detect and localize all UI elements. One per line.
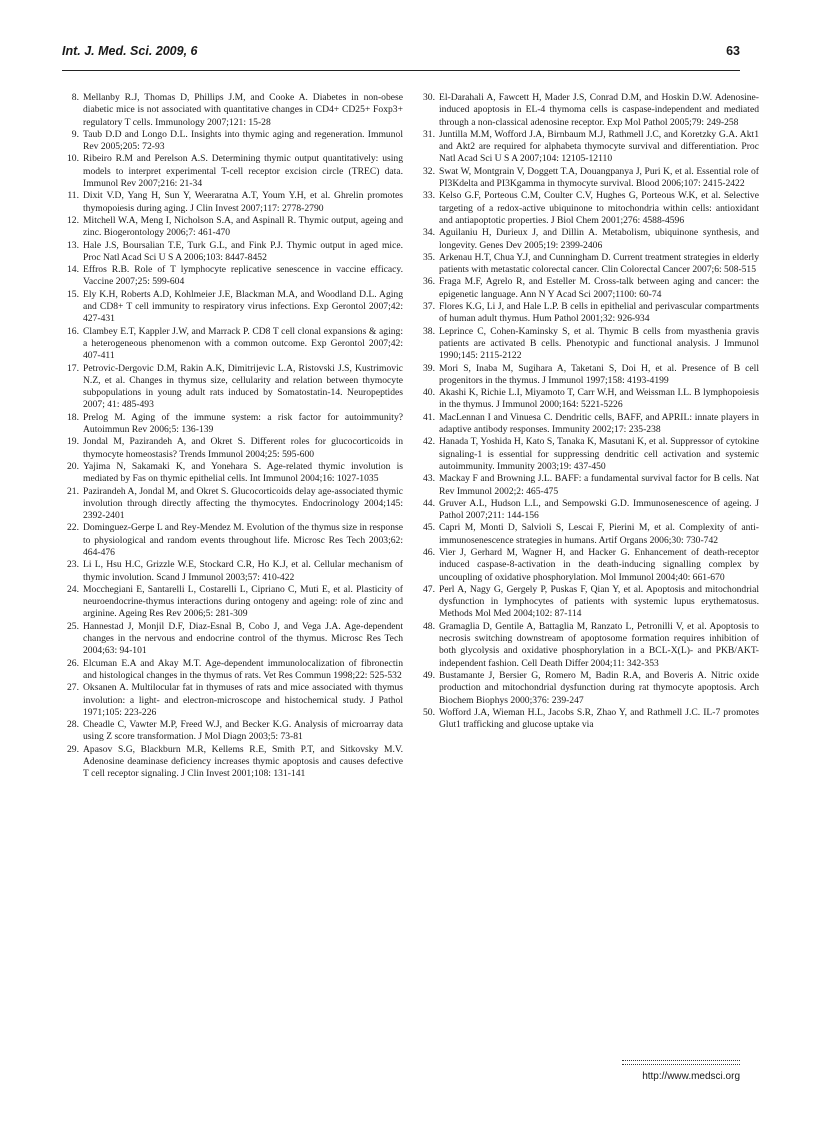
reference-number: 9. — [71, 128, 79, 140]
reference-number: 14. — [67, 264, 79, 276]
reference-list-right — [418, 92, 759, 731]
reference-number: 46. — [423, 546, 435, 558]
reference-item — [418, 387, 759, 412]
reference-text: Li L, Hsu H.C, Grizzle W.E, Stockard C.R, Ho K.J, et al. Cellular mechanism of thymic involution. Scand J Immunol 2003;57: 410-422 — [83, 559, 403, 583]
footer-url[interactable]: http://www.medsci.org — [642, 1071, 740, 1082]
reference-text: Prelog M. Aging of the immune system: a risk factor for autoimmunity? Autoimmun Rev 2006;5: 136-139 — [83, 411, 403, 436]
reference-item — [62, 682, 403, 719]
reference-text: Effros R.B. Role of T lymphocyte replicative senescence in vaccine efficacy. Vaccine 2007;25: 599-604 — [83, 264, 403, 288]
reference-number: 37. — [423, 301, 435, 313]
reference-item — [418, 252, 759, 277]
reference-text: Capri M, Monti D, Salvioli S, Lescai F, Pierini M, et al. Complexity of anti-immunosenescence strategies in humans. Artif Organs 2006;30: 730-742 — [439, 522, 759, 546]
reference-number: 16. — [67, 325, 79, 337]
reference-item — [418, 412, 759, 437]
reference-text: Arkenau H.T, Chua Y.J, and Cunningham D. Current treatment strategies in elderly patients with metastatic colorectal cancer. Clin Colorectal Cancer 2007;6: 508-515 — [439, 251, 759, 276]
reference-text: Vier J, Gerhard M, Wagner H, and Hacker G. Enhancement of death-receptor induced caspase-8-activation in the death-inducing signalling complex by uncoupling of oxidative phosphorylation. Mol Immunol 2004;40: 661-670 — [439, 546, 759, 583]
reference-number: 8. — [71, 92, 79, 103]
reference-text: Cheadle C, Vawter M.P, Freed W.J, and Becker K.G. Analysis of microarray data using Z score transformation. J Mol Diagn 2003;5: 73-81 — [83, 719, 403, 743]
reference-number: 24. — [67, 583, 79, 595]
reference-number: 35. — [423, 251, 435, 263]
reference-item — [62, 436, 403, 461]
reference-number: 17. — [67, 362, 79, 374]
references-right-column — [418, 92, 759, 731]
reference-list-left — [62, 92, 403, 781]
reference-number: 49. — [423, 669, 435, 681]
reference-number: 41. — [423, 411, 435, 423]
reference-text: Mellanby R.J, Thomas D, Phillips J.M, and Cooke A. Diabetes in non-obese diabetic mice is not associated with quantitative changes in CD4+ CD25+ Foxp3+ regulatory T cells. Immunology 2007;121: 15-28 — [83, 92, 403, 128]
reference-text: Elcuman E.A and Akay M.T. Age-dependent immunolocalization of fibronectin and histological changes in the thymus of rats. Vet Res Commun 1998;22: 525-532 — [83, 657, 403, 681]
reference-number: 10. — [67, 153, 79, 165]
reference-item — [418, 707, 759, 732]
reference-text: Clambey E.T, Kappler J.W, and Marrack P. CD8 T cell clonal expansions & aging: a heterogeneous phenomenon with a common outcome. Exp Gerontol 2007;42: 407-411 — [83, 325, 403, 362]
journal-citation: Int. J. Med. Sci. 2009, 6 — [62, 44, 198, 58]
reference-number: 29. — [67, 743, 79, 755]
reference-number: 22. — [67, 522, 79, 534]
reference-text: Fraga M.F, Agrelo R, and Esteller M. Cross-talk between aging and cancer: the epigenetic language. Ann N Y Acad Sci 2007;1100: 60-74 — [439, 276, 759, 300]
reference-text: Mitchell W.A, Meng I, Nicholson S.A, and Aspinall R. Thymic output, ageing and zinc. Biogerontology 2006;7: 461-470 — [83, 214, 403, 239]
reference-item — [418, 92, 759, 129]
reference-number: 31. — [423, 128, 435, 140]
header-rule — [62, 70, 740, 71]
reference-number: 34. — [423, 227, 435, 239]
reference-text: Petrovic-Dergovic D.M, Rakin A.K, Dimitrijevic L.A, Ristovski J.S, Kustrimovic N.Z, et al. Changes in thymus size, cellularity and relation between thymocyte subpopulations in young adult rats induced by Somatostatin-14. Neuropeptides 2007; 41: 485-493 — [83, 362, 403, 411]
reference-text: Jondal M, Pazirandeh A, and Okret S. Different roles for glucocorticoids in thymocyte homeostasis? Trends Immunol 2004;25: 595-600 — [83, 436, 403, 460]
reference-text: Oksanen A. Multilocular fat in thymuses of rats and mice associated with thymus involution: a light- and electron-microscope and histochemical study. J Pathol 1971;105: 223-226 — [83, 682, 403, 718]
reference-item — [62, 522, 403, 559]
reference-number: 27. — [67, 682, 79, 694]
reference-text: Yajima N, Sakamaki K, and Yonehara S. Age-related thymic involution is mediated by Fas on thymic epithelial cells. Int Immunol 2004;16: 1027-1035 — [83, 460, 403, 485]
reference-number: 18. — [67, 411, 79, 423]
reference-item — [418, 190, 759, 227]
reference-item — [418, 301, 759, 326]
reference-text: Taub D.D and Longo D.L. Insights into thymic aging and regeneration. Immunol Rev 2005;205: 72-93 — [83, 128, 403, 153]
reference-number: 43. — [423, 473, 435, 485]
reference-text: Swat W, Montgrain V, Doggett T.A, Douangpanya J, Puri K, et al. Essential role of PI3Kdelta and PI3Kgamma in thymocyte survival. Blood 2006;107: 2415-2422 — [439, 165, 759, 190]
reference-item — [418, 584, 759, 621]
reference-number: 23. — [67, 559, 79, 571]
reference-item — [62, 326, 403, 363]
reference-item — [62, 486, 403, 523]
reference-number: 36. — [423, 276, 435, 288]
reference-item — [62, 461, 403, 486]
reference-number: 42. — [423, 436, 435, 448]
reference-text: Apasov S.G, Blackburn M.R, Kellems R.E, Smith P.T, and Sitkovsky M.V. Adenosine deaminase deficiency increases thymic apoptosis and causes defective T cell receptor signaling. J Clin Invest 2001;108: 131-141 — [83, 743, 403, 780]
reference-text: Gramaglia D, Gentile A, Battaglia M, Ranzato L, Petronilli V, et al. Apoptosis to necrosis switching downstream of apoptosome formation requires inhibition of both glycolysis and oxidative phosphorylation in a BCL-X(L)- and PKB/AKT-independent fashion. Cell Death Differ 2004;11: 342-353 — [439, 620, 759, 669]
reference-item — [62, 129, 403, 154]
reference-item — [418, 326, 759, 363]
reference-text: El-Darahali A, Fawcett H, Mader J.S, Conrad D.M, and Hoskin D.W. Adenosine-induced apoptosis in EL-4 thymoma cells is caspase-independent and mediated through a non-classical adenosine receptor. Exp Mol Pathol 2005;79: 249-258 — [439, 92, 759, 128]
reference-text: Akashi K, Richie L.I, Miyamoto T, Carr W.H, and Weissman I.L. B lymphopoiesis in the thymus. J Immunol 2000;164: 5221-5226 — [439, 387, 759, 411]
reference-item — [418, 363, 759, 388]
reference-item — [62, 92, 403, 129]
reference-item — [62, 264, 403, 289]
reference-item — [62, 744, 403, 781]
reference-item — [418, 166, 759, 191]
reference-text: Aguilaniu H, Durieux J, and Dillin A. Metabolism, ubiquinone synthesis, and longevity. Genes Dev 2005;19: 2399-2406 — [439, 227, 759, 251]
reference-text: Flores K.G, Li J, and Hale L.P. B cells in epithelial and perivascular compartments of human adult thymus. Hum Pathol 2001;32: 926-934 — [439, 301, 759, 325]
reference-text: Mori S, Inaba M, Sugihara A, Taketani S, Doi H, et al. Presence of B cell progenitors in the thymus. J Immunol 1997;158: 4193-4199 — [439, 362, 759, 386]
reference-number: 15. — [67, 288, 79, 300]
reference-number: 32. — [423, 165, 435, 177]
reference-text: Perl A, Nagy G, Gergely P, Puskas F, Qian Y, et al. Apoptosis and mitochondrial dysfunction in lymphocytes of patients with systemic lupus erythematosus. Methods Mol Med 2004;102: 87-114 — [439, 583, 759, 620]
footer-rule — [622, 1060, 740, 1065]
reference-text: MacLennan I and Vinuesa C. Dendritic cells, BAFF, and APRIL: innate players in adaptive antibody responses. Immunity 2002;17: 235-238 — [439, 411, 759, 436]
reference-item — [62, 412, 403, 437]
reference-number: 19. — [67, 436, 79, 448]
reference-number: 12. — [67, 214, 79, 226]
reference-item — [418, 621, 759, 670]
reference-item — [62, 584, 403, 621]
reference-item — [418, 129, 759, 166]
reference-item — [62, 215, 403, 240]
reference-number: 44. — [423, 497, 435, 509]
reference-text: Hannestad J, Monjil D.F, Diaz-Esnal B, Cobo J, and Vega J.A. Age-dependent changes in the nervous and endocrine control of the thymus. Microsc Res Tech 2004;63: 94-101 — [83, 620, 403, 657]
reference-item — [62, 240, 403, 265]
reference-item — [62, 363, 403, 412]
reference-number: 33. — [423, 190, 435, 202]
reference-item — [62, 289, 403, 326]
reference-item — [418, 670, 759, 707]
reference-number: 26. — [67, 657, 79, 669]
reference-text: Mackay F and Browning J.L. BAFF: a fundamental survival factor for B cells. Nat Rev Immunol 2002;2: 465-475 — [439, 473, 759, 497]
reference-number: 47. — [423, 583, 435, 595]
references-left-column — [62, 92, 403, 781]
reference-text: Dixit V.D, Yang H, Sun Y, Weeraratna A.T, Youm Y.H, et al. Ghrelin promotes thymopoiesis during aging. J Clin Invest 2007;117: 2778-2790 — [83, 190, 403, 214]
reference-text: Dominguez-Gerpe L and Rey-Mendez M. Evolution of the thymus size in response to physiological and random events throughout life. Microsc Res Tech 2003;62: 464-476 — [83, 522, 403, 558]
page-header — [62, 44, 740, 66]
page-number: 63 — [726, 44, 740, 58]
reference-number: 38. — [423, 325, 435, 337]
reference-item — [418, 276, 759, 301]
reference-text: Wofford J.A, Wieman H.L, Jacobs S.R, Zhao Y, and Rathmell J.C. IL-7 promotes Glut1 trafficking and glucose uptake via — [439, 706, 759, 731]
reference-item — [418, 522, 759, 547]
reference-number: 45. — [423, 522, 435, 534]
reference-item — [418, 547, 759, 584]
reference-item — [62, 658, 403, 683]
reference-number: 50. — [423, 706, 435, 718]
reference-number: 21. — [67, 485, 79, 497]
reference-number: 25. — [67, 620, 79, 632]
reference-item — [62, 621, 403, 658]
reference-text: Juntilla M.M, Wofford J.A, Birnbaum M.J, Rathmell J.C, and Koretzky G.A. Akt1 and Akt2 are required for alphabeta thymocyte survival and differentiation. Proc Natl Acad Sci U S A 2007;104: 12105-12110 — [439, 128, 759, 165]
reference-text: Leprince C, Cohen-Kaminsky S, et al. Thymic B cells from myasthenia gravis patients are activated B cells. Phenotypic and functional analysis. J Immunol 1990;145: 2115-2122 — [439, 325, 759, 362]
reference-number: 30. — [423, 92, 435, 103]
reference-number: 11. — [67, 190, 79, 202]
reference-item — [418, 436, 759, 473]
reference-item — [62, 153, 403, 190]
reference-text: Pazirandeh A, Jondal M, and Okret S. Glucocorticoids delay age-associated thymic involution through directly affecting the thymocytes. Endocrinology 2004;145: 2392-2401 — [83, 485, 403, 522]
reference-text: Ely K.H, Roberts A.D, Kohlmeier J.E, Blackman M.A, and Woodland D.L. Aging and CD8+ T cell immunity to respiratory virus infections. Exp Gerontol 2007;42: 427-431 — [83, 288, 403, 325]
reference-text: Hale J.S, Boursalian T.E, Turk G.L, and Fink P.J. Thymic output in aged mice. Proc Natl Acad Sci U S A 2006;103: 8447-8452 — [83, 239, 403, 263]
reference-number: 48. — [423, 620, 435, 632]
reference-number: 13. — [67, 239, 79, 251]
reference-item — [62, 559, 403, 584]
reference-item — [62, 190, 403, 215]
reference-number: 39. — [423, 362, 435, 374]
reference-text: Kelso G.F, Porteous C.M, Coulter C.V, Hughes G, Porteous W.K, et al. Selective targeting of a redox-active ubiquinone to mitochondria within cells: antioxidant and antiapoptotic properties. J Biol Chem 2001;276: 4588-4596 — [439, 190, 759, 226]
reference-item — [418, 498, 759, 523]
reference-text: Ribeiro R.M and Perelson A.S. Determining thymic output quantitatively: using models to interpret experimental T-cell receptor excision circle (TREC) data. Immunol Rev 2007;216: 21-34 — [83, 153, 403, 190]
reference-item — [418, 227, 759, 252]
reference-text: Hanada T, Yoshida H, Kato S, Tanaka K, Masutani K, et al. Suppressor of cytokine signaling-1 is essential for suppressing dendritic cell activation and systemic autoimmunity. Immunity 2003;19: 437-450 — [439, 436, 759, 472]
reference-number: 40. — [423, 387, 435, 399]
reference-number: 28. — [67, 719, 79, 731]
reference-number: 20. — [67, 460, 79, 472]
reference-text: Gruver A.L, Hudson L.L, and Sempowski G.D. Immunosenescence of ageing. J Pathol 2007;211: 144-156 — [439, 497, 759, 522]
reference-text: Mocchegiani E, Santarelli L, Costarelli L, Cipriano C, Muti E, et al. Plasticity of neuroendocrine-thymus interactions during ontogeny and ageing: role of zinc and arginine. Ageing Res Rev 2006;5: 281-309 — [83, 583, 403, 620]
reference-item — [62, 719, 403, 744]
reference-text: Bustamante J, Bersier G, Romero M, Badin R.A, and Boveris A. Nitric oxide production and mitochondrial dysfunction during rat thymocyte apoptosis. Arch Biochem Biophys 2000;376: 239-247 — [439, 669, 759, 706]
reference-item — [418, 473, 759, 498]
